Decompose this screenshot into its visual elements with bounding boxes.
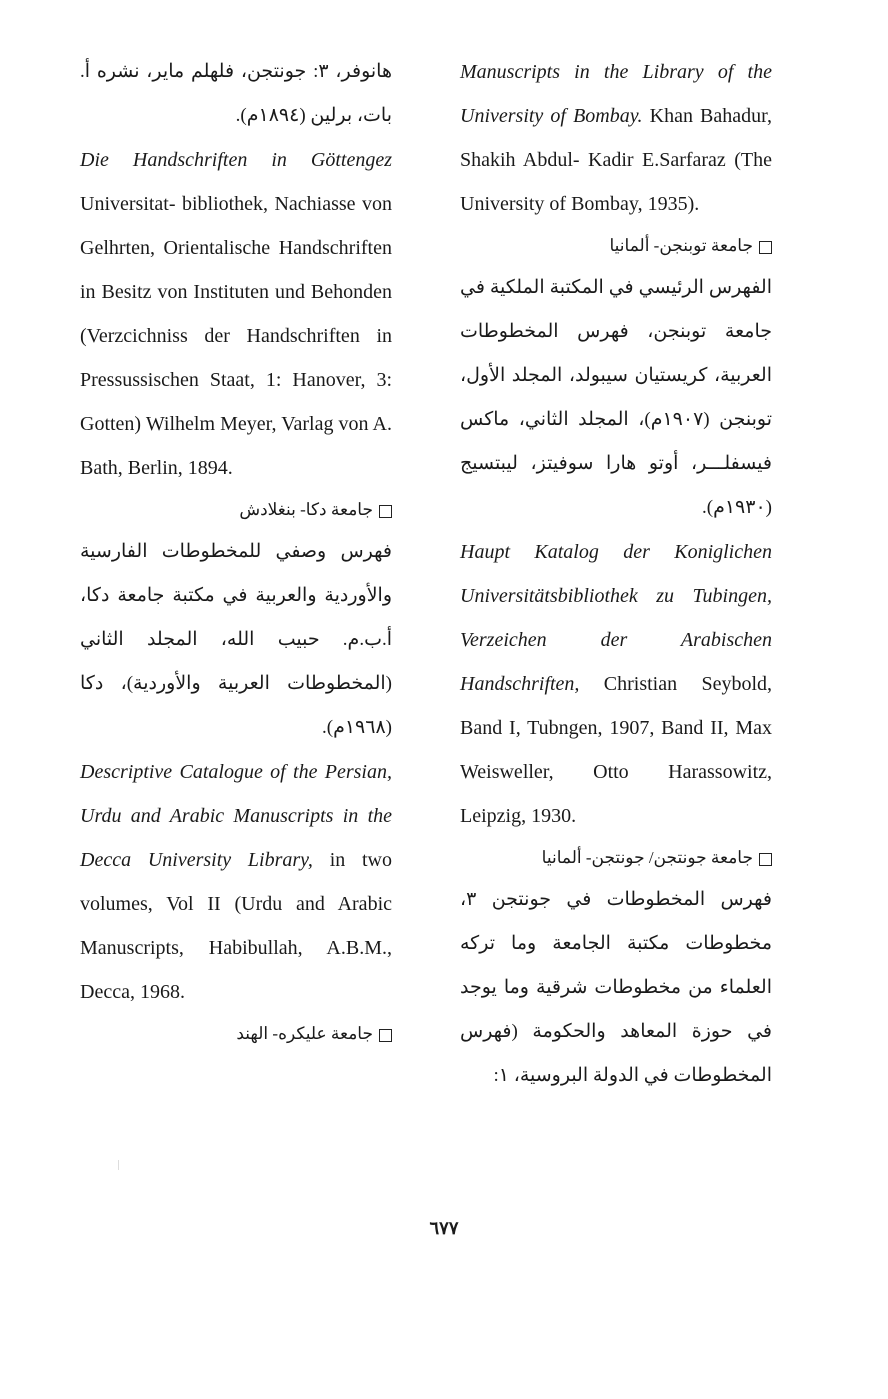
bombay-entry <box>460 50 772 226</box>
dhaka-details: in two volumes, Vol II (Urdu and Arabic Manuscripts, Habibullah, A.B.M., Decca, 1968. <box>80 849 393 1003</box>
checkbox-square-icon <box>759 241 772 254</box>
gottingen-arabic-continuation: هانوفر، ٣: جونتجن، فلهلم ماير، نشره أ. بات، برلين (١٨٩٤م). <box>80 61 392 126</box>
gottingen-english-entry <box>80 138 392 490</box>
tubingen-english-entry <box>460 530 772 838</box>
bombay-title: Manuscripts in the Library of the University of Bombay. <box>460 61 772 127</box>
heading-dhaka-text: جامعة دكا- بنغلادش <box>239 500 373 519</box>
scan-mark <box>118 1160 119 1170</box>
checkbox-square-icon <box>759 853 772 866</box>
heading-gottingen-text: جامعة جونتجن/ جونتجن- ألمانيا <box>541 848 753 867</box>
dhaka-title: Descriptive Catalogue of the Persian, Urdu and Arabic Manuscripts in the Decca University Library, <box>80 761 392 871</box>
dhaka-english-entry <box>80 750 392 1014</box>
gottingen-details: Universitat- bibliothek, Nachiasse von Gelhrten, Orientalische Handschriften in Besitz von Instituten und Behonden (Verzcichniss der Handschriften in Pressussischen Staat, 1: Hanover, 3: Gotten) Wilhelm Meyer, Varlag von A. Bath, Berlin, 1894. <box>80 193 392 479</box>
tubingen-arabic-entry: الفهرس الرئيسي في المكتبة الملكية في جامعة توبنجن، فهرس المخطوطات العربية، كريستيان سيبولد، المجلد الأول، توبنجن (١٩٠٧م)، المجلد الثاني، ماكس فيسفلـــر، أوتو هارا سوفيتز، ليبتسيج (١٩٣٠م). <box>460 277 773 518</box>
left-column <box>80 50 392 1054</box>
gottingen-arabic-entry: فهرس المخطوطات في جونتجن ٣، مخطوطات مكتبة الجامعة وما تركه العلماء من مخطوطات شرقية وما يوجد في حوزة المعاهد والحكومة (فهرس المخطوطات في الدولة البروسية، ١: <box>460 889 772 1086</box>
right-column <box>460 50 772 1098</box>
tubingen-details: Christian Seybold, Band I, Tubngen, 1907, Band II, Max Weisweller, Otto Harassowitz, Leipzig, 1930. <box>460 673 773 827</box>
tubingen-title: Haupt Katalog der Koniglichen Universitätsbibliothek zu Tubingen, Verzeichen der Arabischen Handschriften, <box>460 541 772 695</box>
heading-aligarh <box>80 1014 392 1054</box>
heading-tubingen <box>460 226 772 266</box>
checkbox-square-icon <box>379 505 392 518</box>
bombay-details: Khan Bahadur, Shakih Abdul- Kadir E.Sarfaraz (The University of Bombay, 1935). <box>460 105 772 215</box>
heading-dhaka <box>80 490 392 530</box>
heading-aligarh-text: جامعة عليكره- الهند <box>236 1024 373 1043</box>
checkbox-square-icon <box>379 1029 392 1042</box>
page-number: ٦٧٧ <box>429 1218 459 1238</box>
heading-tubingen-text: جامعة توبنجن- ألمانيا <box>609 236 753 255</box>
dhaka-arabic-entry: فهرس وصفي للمخطوطات الفارسية والأوردية والعربية في مكتبة جامعة دكا، أ.ب.م. حبيب الله، المجلد الثاني (المخطوطات العربية والأوردية)، دكا (١٩٦٨م). <box>80 541 392 738</box>
heading-gottingen <box>460 838 772 878</box>
gottingen-title: Die Handschriften in Göttengez <box>80 149 392 171</box>
